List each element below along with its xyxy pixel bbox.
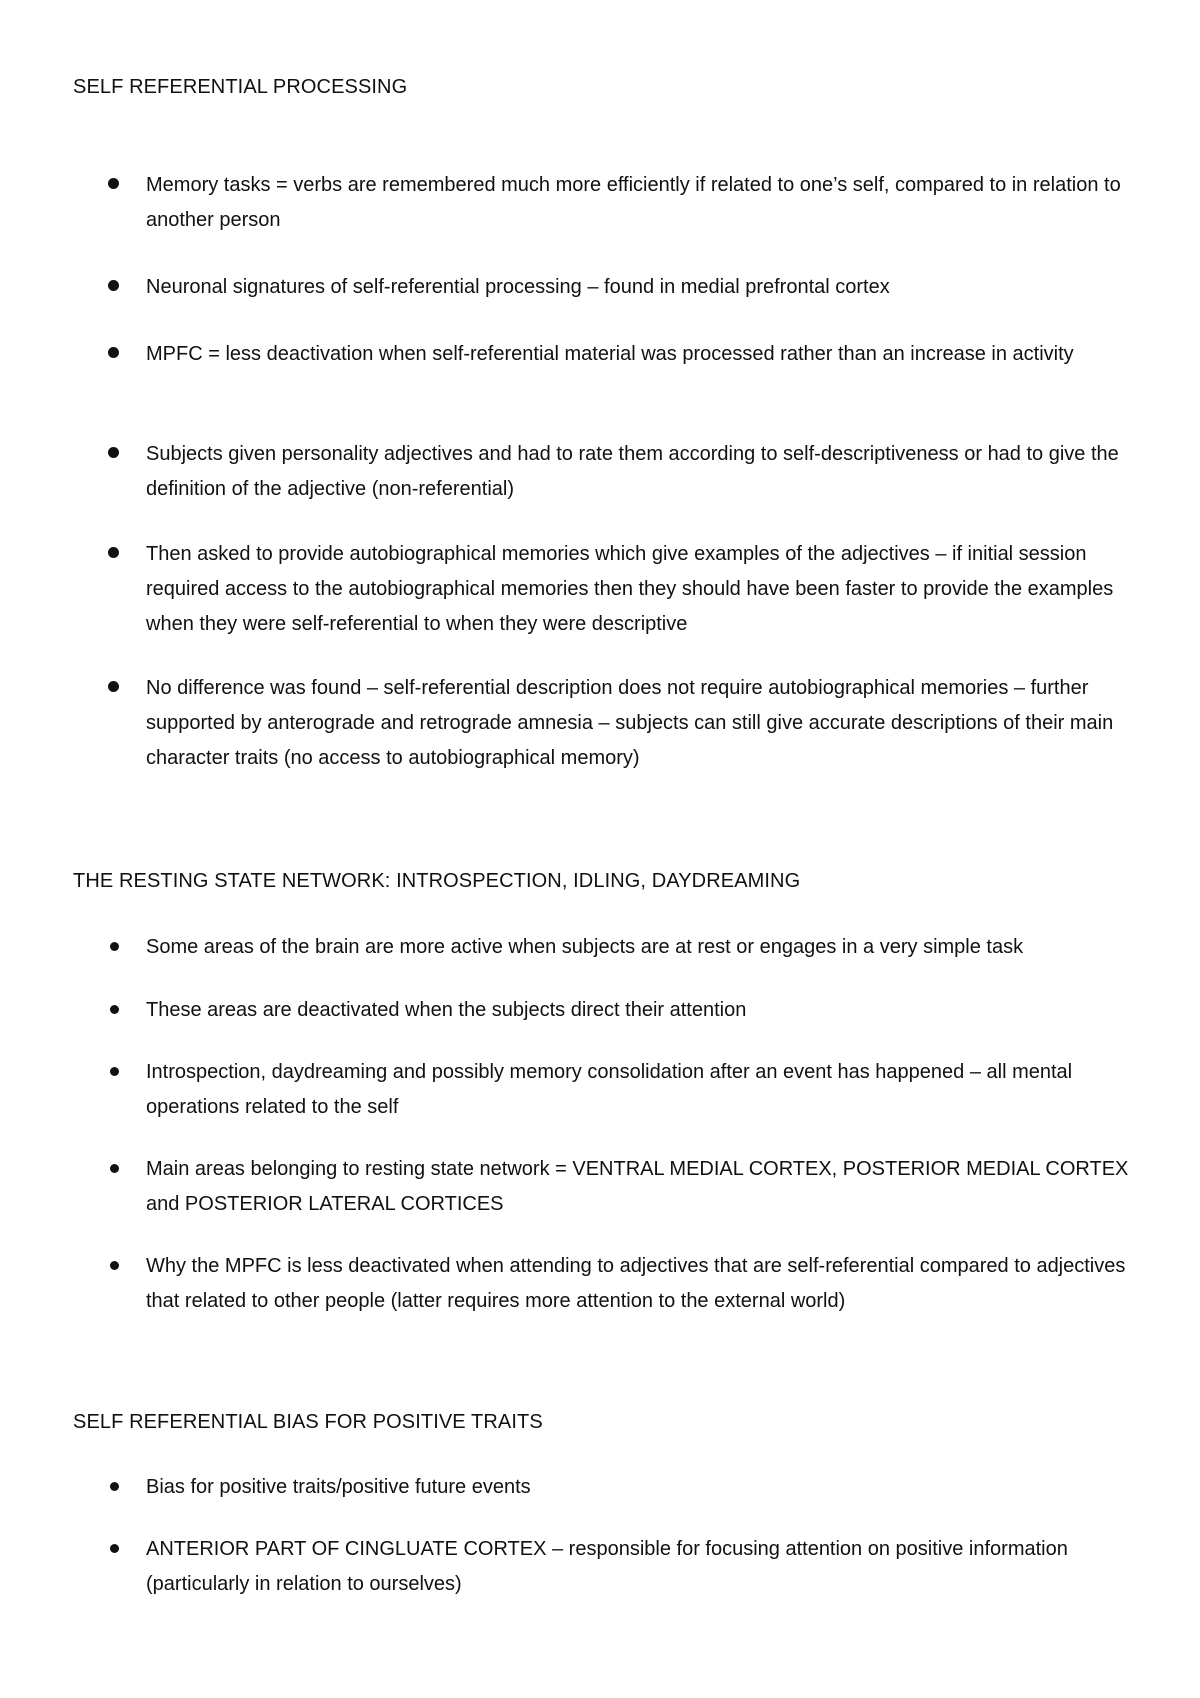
list-item [146,671,1136,776]
bullet-icon [110,1067,119,1076]
bullet-icon [108,347,119,358]
section-heading: SELF REFERENTIAL PROCESSING [73,76,408,98]
list-item [146,1470,1136,1505]
list-item [146,993,1136,1028]
bullet-icon [110,1482,119,1491]
section-heading: THE RESTING STATE NETWORK: INTROSPECTION, IDLING, DAYDREAMING [73,870,801,892]
bullet-icon [108,547,119,558]
list-item-text: Neuronal signatures of self-referential processing – found in medial prefrontal cortex [146,276,890,298]
list-item-text: Some areas of the brain are more active when subjects are at rest or engages in a very simple task [146,936,1024,958]
list-item-text: Bias for positive traits/positive future events [146,1476,531,1498]
bullet-icon [110,1005,119,1014]
list-item-text: MPFC = less deactivation when self-referential material was processed rather than an increase in activity [146,343,1074,365]
bullet-icon [108,178,119,189]
bullet-icon [110,1261,119,1270]
list-item [146,168,1136,238]
list-item-text: Memory tasks = verbs are remembered much more efficiently if related to one’s self, compared to in relation to another person [146,174,1121,231]
list-item [146,930,1136,965]
bullet-icon [110,1544,119,1553]
list-item [146,1152,1136,1222]
list-item-text: Main areas belonging to resting state network = VENTRAL MEDIAL CORTEX, POSTERIOR MEDIAL CORTEX and POSTERIOR LATERAL CORTICES [146,1158,1129,1215]
list-item-text: ANTERIOR PART OF CINGLUATE CORTEX – responsible for focusing attention on positive information (particularly in relation to ourselves) [146,1538,1068,1595]
list-item-text: Introspection, daydreaming and possibly memory consolidation after an event has happened – all mental operations related to the self [146,1061,1073,1118]
bullet-icon [110,1164,119,1173]
list-item [146,270,1136,305]
list-item [146,337,1136,372]
list-item [146,437,1136,507]
list-item-text: No difference was found – self-referential description does not require autobiographical memories – further supported by anterograde and retrograde amnesia – subjects can still give accurate descriptions of their main character traits (no access to autobiographical memory) [146,677,1114,769]
list-item [146,1249,1136,1319]
list-item [146,537,1136,642]
section-heading: SELF REFERENTIAL BIAS FOR POSITIVE TRAITS [73,1411,543,1433]
list-item-text: Then asked to provide autobiographical memories which give examples of the adjectives – if initial session required access to the autobiographical memories then they should have been faster to provide the examples when they were self-referential to when they were descriptive [146,543,1114,635]
list-item-text: Why the MPFC is less deactivated when attending to adjectives that are self-referential compared to adjectives that related to other people (latter requires more attention to the external world) [146,1255,1126,1312]
list-item [146,1532,1136,1602]
list-item-text: Subjects given personality adjectives and had to rate them according to self-descriptiveness or had to give the definition of the adjective (non-referential) [146,443,1119,500]
bullet-icon [108,280,119,291]
bullet-icon [108,447,119,458]
list-item [146,1055,1136,1125]
list-item-text: These areas are deactivated when the subjects direct their attention [146,999,747,1021]
bullet-icon [108,681,119,692]
bullet-icon [110,942,119,951]
